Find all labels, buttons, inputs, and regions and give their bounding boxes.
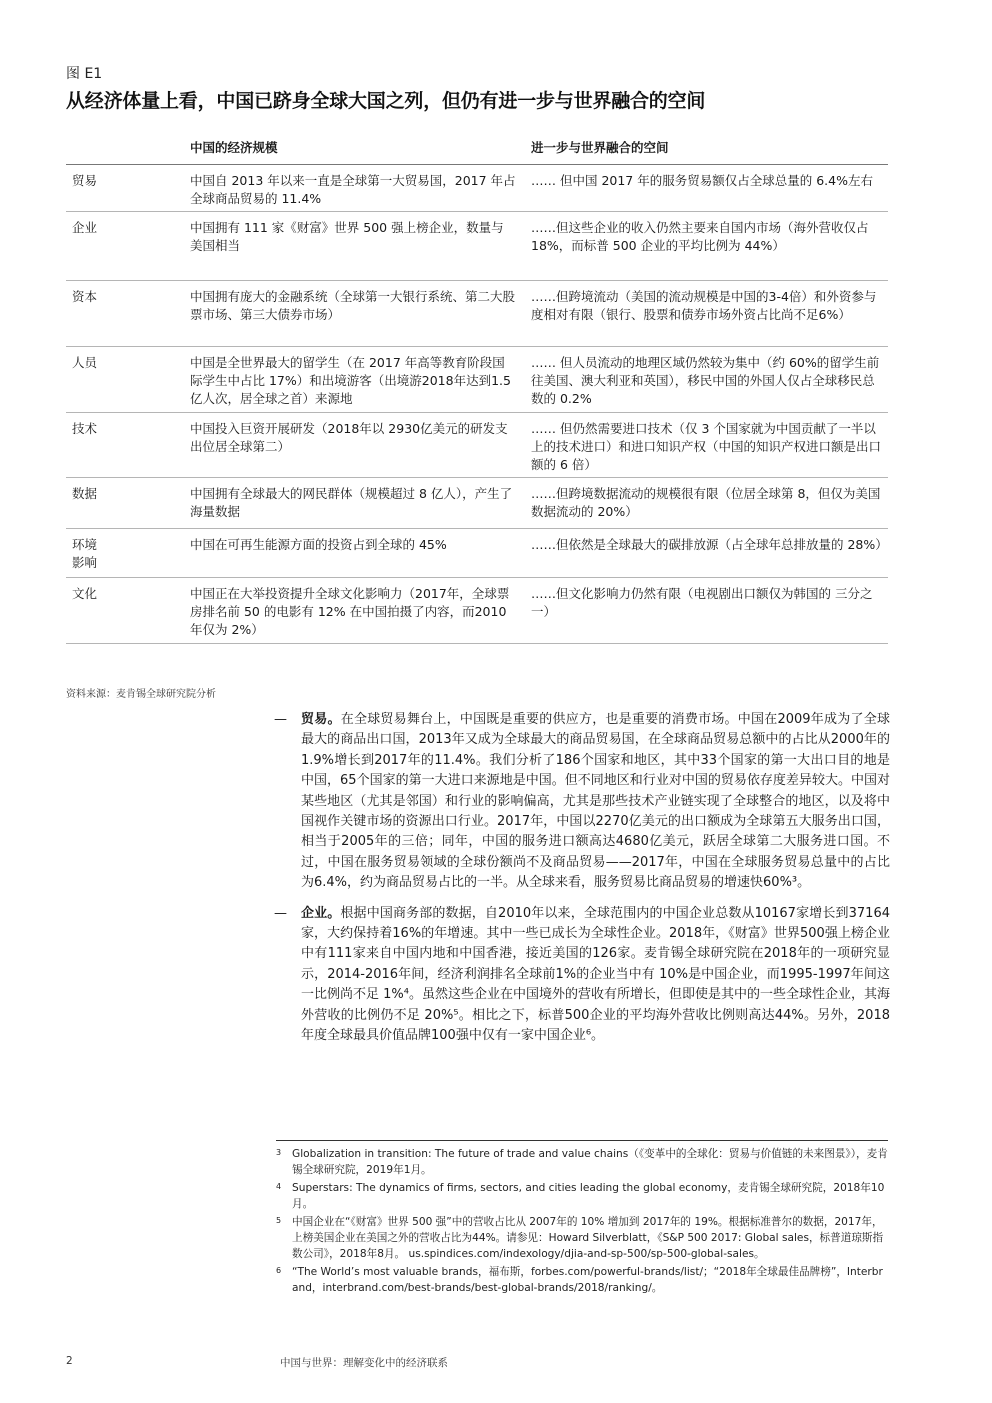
row-category: 文化 <box>72 586 98 601</box>
row-category: 人员 <box>72 355 98 370</box>
bullet-text: 根据中国商务部的数据，自2010年以来，全球范围内的中国企业总数从10167家增长到37164家，大约保持着16%的年增速。其中一些已成长为全球性企业。2018年，《财富》世界500强上榜企业中有111家来自中国内地和中国香港，接近美国的126家。麦肯锡全球研究院在2018年的一项研究显示，2014-2016年间，经济利润排名全球前1%的企业当中有 10%是中国企业，而1995-1997年间这一比例尚不足 1%⁴。虽然这些企业在中国境外的营收有所增长，但即使是其中的一些全球性企业，其海外营收的比例仍不足 20%⁵。相比之下，标普500企业的平均海外营收比例则高达44%。另外，2018年度全球最具价值品牌100强中仅有一家中国企业⁶。 <box>301 905 890 1044</box>
bullet-dash: — <box>274 905 287 921</box>
figure-title: 从经济体量上看，中国已跻身全球大国之列，但仍有进一步与世界融合的空间 <box>66 90 706 112</box>
bullet-dash: — <box>274 712 287 727</box>
table-row <box>66 413 888 478</box>
footnote-text: Globalization in transition: The future of trade and value chains（《变革中的全球化：贸易与价值链的未来图景》），麦肯锡全球研究院，2019年1月。 <box>292 1148 888 1176</box>
row-scale: 中国拥有庞大的金融系统（全球第一大银行系统、第二大股票市场、第三大债券市场） <box>190 289 516 322</box>
row-room: ……但依然是全球最大的碳排放源（占全球年总排放量的 28%） <box>531 537 888 552</box>
table-row <box>66 347 888 413</box>
footnote-text: Superstars: The dynamics of firms, sectors, and cities leading the global economy，麦肯锡全球研究院，2018年10月。 <box>292 1182 885 1210</box>
footnote <box>276 1264 888 1296</box>
body-bullets <box>274 710 890 1057</box>
running-title: 中国与世界：理解变化中的经济联系 <box>280 1357 448 1369</box>
table-row <box>66 529 888 578</box>
footnote-number: 5 <box>276 1216 282 1225</box>
footnote-number: 4 <box>276 1182 282 1191</box>
footnote-text: “The World’s most valuable brands，福布斯，forbes.com/powerful-brands/list/；“2018年全球最佳品牌榜”，Interbrand，interbrand.com/best-brands/best-global-brands/2018/ranking/。 <box>292 1266 883 1294</box>
row-category: 数据 <box>72 486 98 501</box>
row-scale: 中国投入巨资开展研发（2018年以 2930亿美元的研发支出位居全球第二） <box>190 421 508 454</box>
footnote <box>276 1180 888 1212</box>
table-row <box>66 165 888 212</box>
row-category: 资本 <box>72 289 98 304</box>
footnote-number: 6 <box>276 1266 282 1275</box>
footnote <box>276 1214 888 1262</box>
row-room: …… 但人员流动的地理区域仍然较为集中（约 60%的留学生前往美国、澳大利亚和英国），移民中国的外国人仅占全球移民总数的 0.2% <box>531 355 880 406</box>
row-scale: 中国正在大举投资提升全球文化影响力（2017年，全球票房排名前 50 的电影有 12% 在中国拍摄了内容，而2010 年仅为 2%） <box>190 586 510 637</box>
row-category: 贸易 <box>72 173 98 188</box>
row-room: ……但跨境数据流动的规模很有限（位居全球第 8，但仅为美国数据流动的 20%） <box>531 486 881 519</box>
row-category: 企业 <box>72 220 98 235</box>
column-header-room: 进一步与世界融合的空间 <box>531 140 669 155</box>
bullet-heading: 企业。 <box>301 905 341 921</box>
table-row <box>66 478 888 529</box>
row-room: ……但跨境流动（美国的流动规模是中国的3-4倍）和外资参与度相对有限（银行、股票和债券市场外资占比尚不足6%） <box>531 289 877 322</box>
row-room: …… 但仍然需要进口技术（仅 3 个国家就为中国贡献了一半以上的技术进口）和进口知识产权（中国的知识产权进口额是出口额的 6 倍） <box>531 421 882 472</box>
table-row <box>66 281 888 347</box>
row-room: ……但文化影响力仍然有限（电视剧出口额仅为韩国的 三分之一） <box>531 586 873 619</box>
footnote-text: 中国企业在“《财富》世界 500 强”中的营收占比从 2007年的 10% 增加到 2017年的 19%。根据标准普尔的数据，2017年，上榜美国企业在美国之外的营收占比为44%。请参见：Howard Silverblatt，《S&P 500 2017: Global sales，标普道琼斯指数公司》，2018年8月。 us.spindices.com/indexology/djia-and-sp-500/sp-500-global-sales。 <box>292 1216 884 1260</box>
source-note: 资料来源：麦肯锡全球研究院分析 <box>66 689 216 700</box>
footnote-divider <box>276 1140 888 1141</box>
row-scale: 中国是全世界最大的留学生（在 2017 年高等教育阶段国际学生中占比 17%）和出境游客（出境游2018年达到1.5亿人次，居全球之首）来源地 <box>190 355 511 406</box>
table-row <box>66 578 888 644</box>
page-number: 2 <box>66 1355 73 1367</box>
table-row <box>66 212 888 281</box>
bullet-text: 在全球贸易舞台上，中国既是重要的供应方，也是重要的消费市场。中国在2009年成为了全球最大的商品出口国，2013年又成为全球最大的商品贸易国，在全球商品贸易总额中的占比从2000年的1.9%增长到2017年的11.4%。我们分析了186个国家和地区，其中33个国家的第一大出口目的地是中国，65个国家的第一大进口来源地是中国。但不同地区和行业对中国的贸易依存度差异较大。中国对某些地区（尤其是邻国）和行业的影响偏高，尤其是那些技术产业链实现了全球整合的地区，以及将中国视作关键市场的资源出口行业。2017年，中国以2270亿美元的出口额成为全球第五大服务出口国，相当于2005年的三倍；同年，中国的服务进口额高达4680亿美元，跃居全球第二大服务进口国。不过，中国在服务贸易领域的全球份额尚不及商品贸易——2017年，中国在全球服务贸易总量中的占比为6.4%，约为商品贸易占比的一半。从全球来看，服务贸易比商品贸易的增速快60%³。 <box>301 712 890 891</box>
row-room: …… 但中国 2017 年的服务贸易额仅占全球总量的 6.4%左右 <box>531 173 873 188</box>
bullet-trade <box>274 710 890 894</box>
column-header-scale: 中国的经济规模 <box>190 140 278 155</box>
row-scale: 中国拥有全球最大的网民群体（规模超过 8 亿人），产生了海量数据 <box>190 486 513 519</box>
row-room: ……但这些企业的收入仍然主要来自国内市场（海外营收仅占 18%，而标普 500 企业的平均比例为 44%） <box>531 220 869 253</box>
footnote-number: 3 <box>276 1148 282 1157</box>
comparison-table <box>66 128 888 644</box>
footnotes <box>276 1146 888 1298</box>
row-scale: 中国拥有 111 家《财富》世界 500 强上榜企业，数量与美国相当 <box>190 220 504 253</box>
row-scale: 中国自 2013 年以来一直是全球第一大贸易国，2017 年占全球商品贸易的 11.4% <box>190 173 516 206</box>
table-header-row <box>66 128 888 165</box>
row-scale: 中国在可再生能源方面的投资占到全球的 45% <box>190 537 447 552</box>
bullet-enterprise <box>274 904 890 1047</box>
footnote <box>276 1146 888 1178</box>
figure-label: 图 E1 <box>66 66 103 82</box>
row-category: 环境影响 <box>72 537 98 570</box>
row-category: 技术 <box>72 421 98 436</box>
bullet-heading: 贸易。 <box>301 712 341 727</box>
